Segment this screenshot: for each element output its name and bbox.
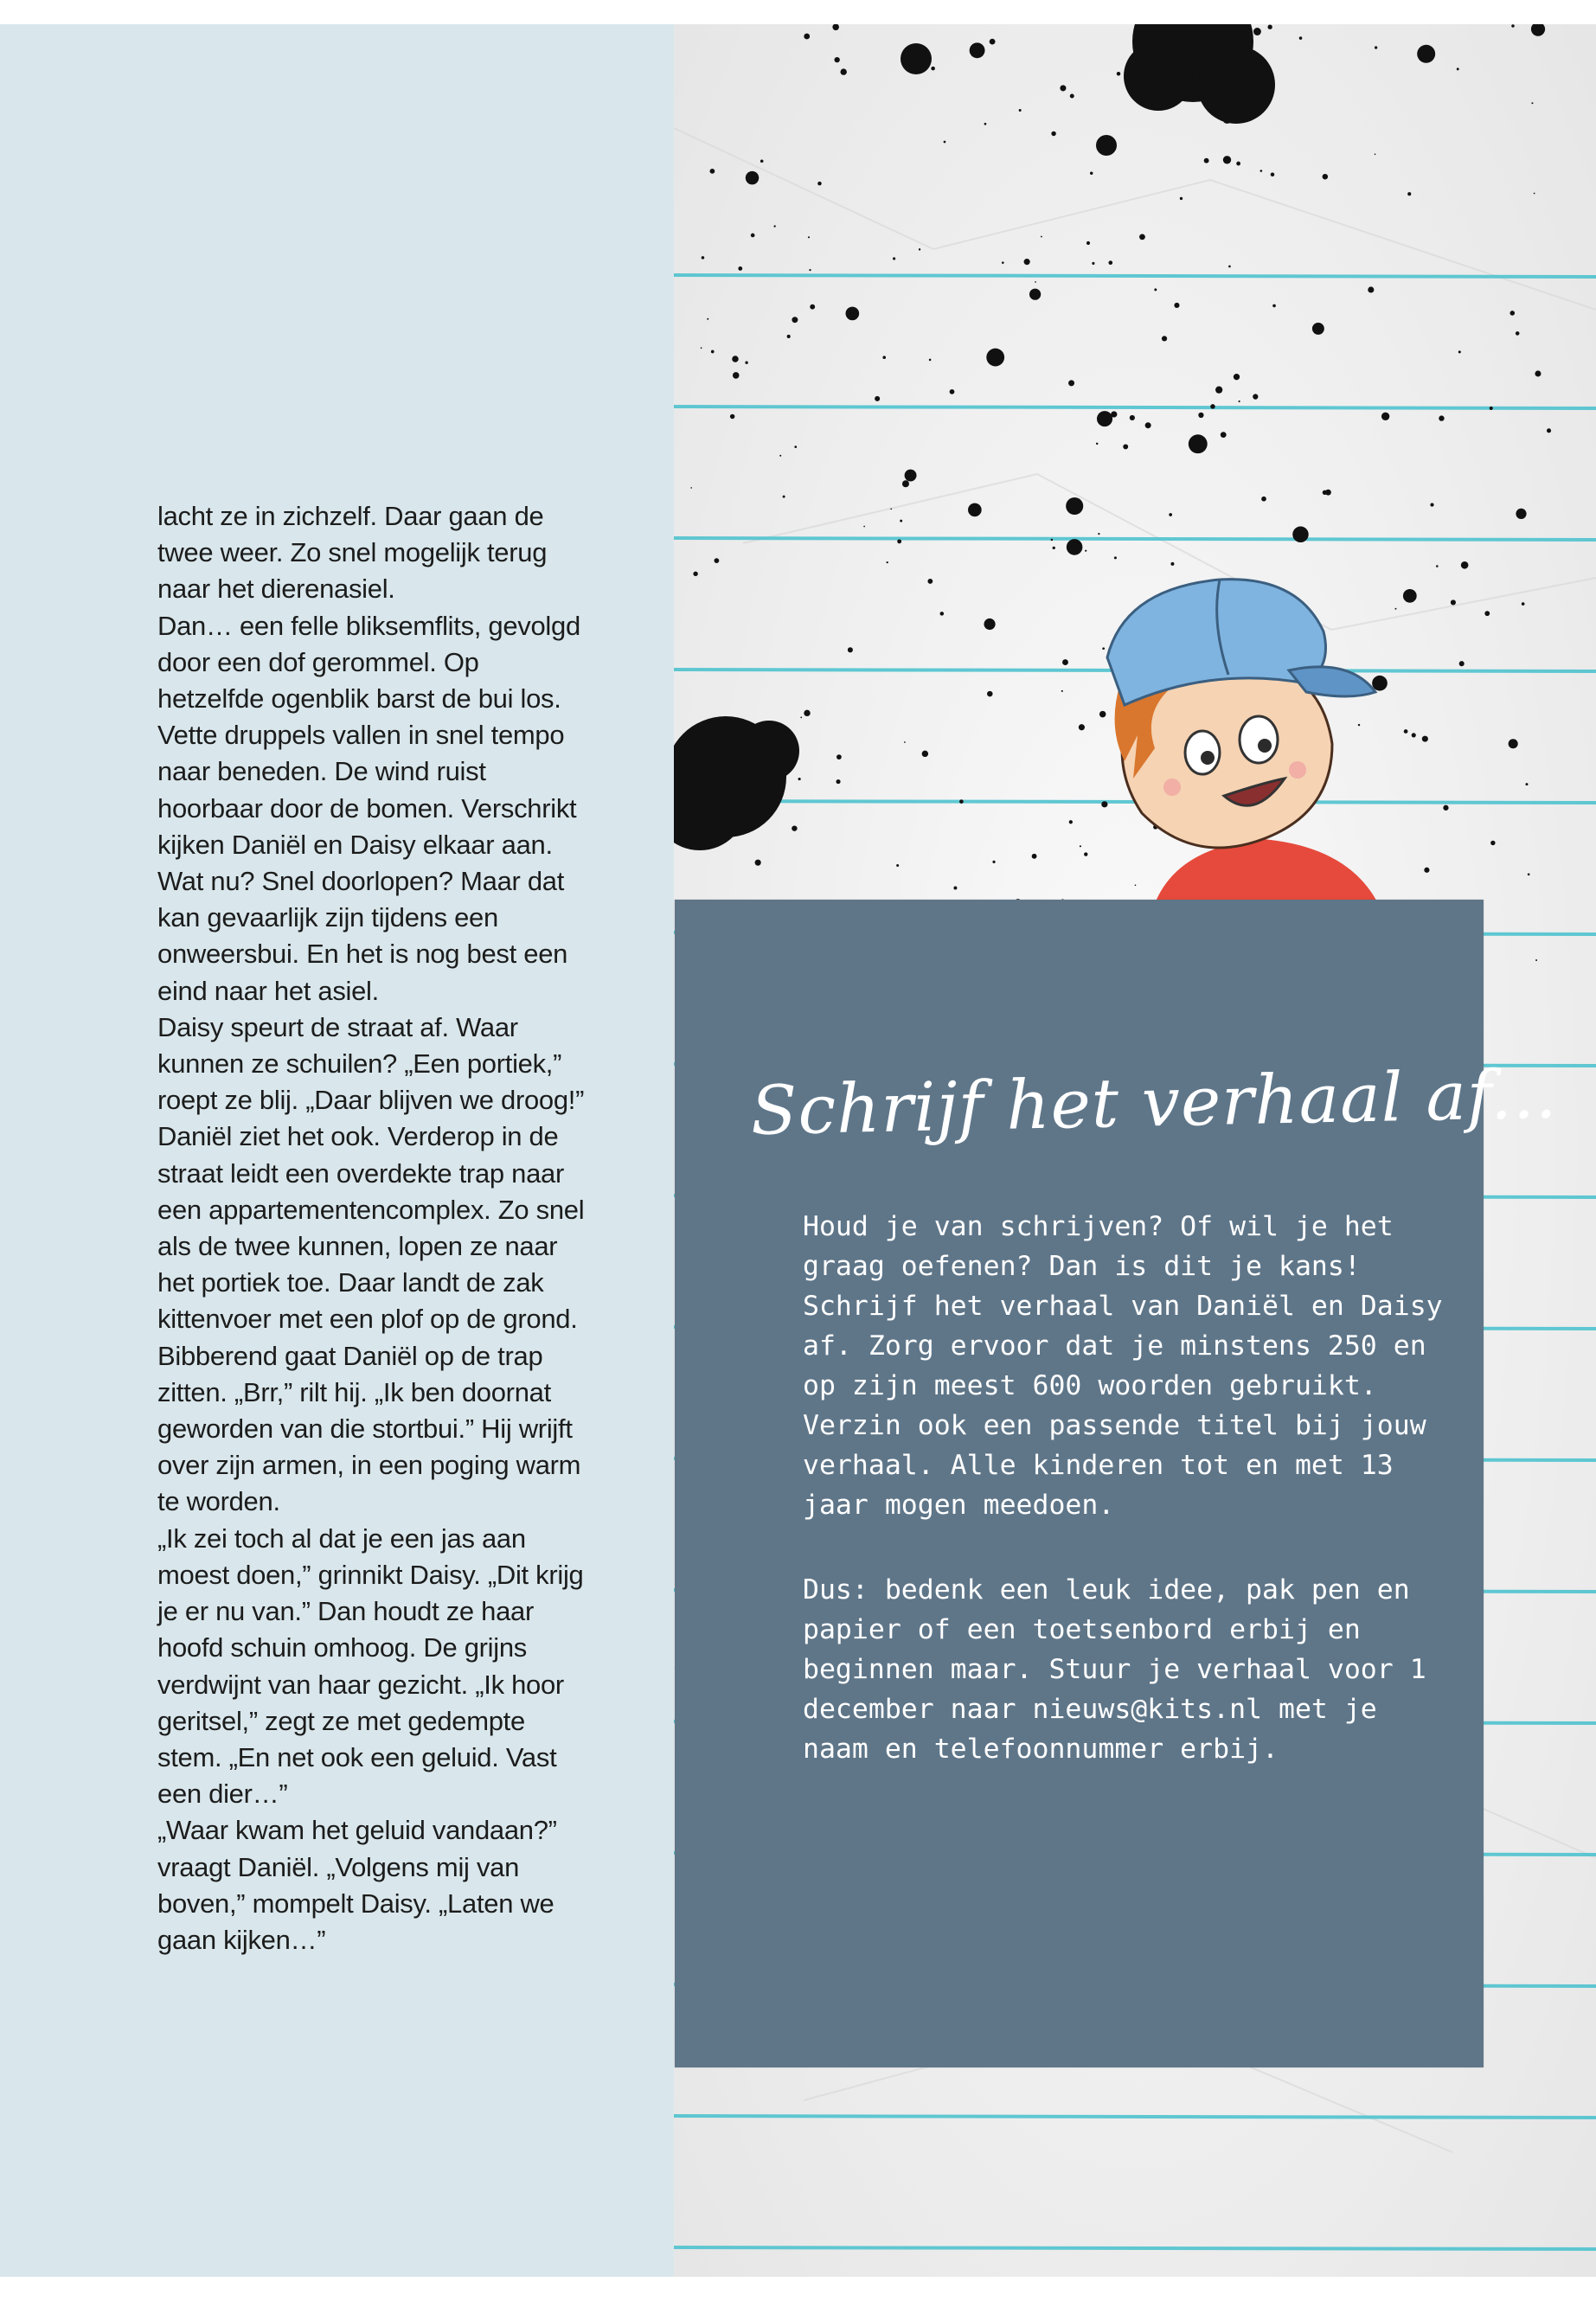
writing-contest-panel: [675, 900, 1559, 2067]
story-paragraph: Daniël ziet het ook. Verderop in de straat leidt een overdekte trap naar een appartementencomplex. Zo snel als de twee kunnen, lopen ze naar het portiek toe. Daar landt de zak kittenvoer met een plof op de grond.: [157, 1121, 585, 1335]
panel-body: [803, 1207, 1443, 1814]
story-text: [157, 498, 590, 1958]
panel-paragraph: Houd je van schrijven? Of wil je het graag oefenen? Dan is dit je kans! Schrijf het verhaal van Daniël en Daisy af. Zorg ervoor dat je minstens 250 en op zijn meest 600 woorden gebruikt. Verzin ook een passende titel bij jouw verhaal. Alle kinderen tot en met 13 jaar mogen meedoen.: [803, 1211, 1443, 1521]
story-paragraph: „Waar kwam het geluid vandaan?” vraagt Daniël. „Volgens mij van boven,” mompelt Daisy. „Laten we gaan kijken…”: [157, 1815, 557, 1955]
story-paragraph: lacht ze in zichzelf. Daar gaan de twee weer. Zo snel mogelijk terug naar het dierenasiel.: [157, 501, 548, 605]
panel-paragraph: Dus: bedenk een leuk idee, pak pen en papier of een toetsenbord erbij en beginnen maar. Stuur je verhaal voor 1 december naar nieuws@kits.nl met je naam en telefoonnummer erbij.: [803, 1574, 1426, 1765]
story-column: [0, 24, 674, 2277]
story-paragraph: Daisy speurt de straat af. Waar kunnen ze schuilen? „Een portiek,” roept ze blij. „Daar blijven we droog!”: [157, 1011, 585, 1116]
story-paragraph: Dan… een felle bliksemflits, gevolgd door een dof gerommel. Op hetzelfde ogenblik barst de bui los. Vette druppels vallen in snel tempo naar beneden. De wind ruist hoorbaar door de bomen. Verschrikt kijken Daniël en Daisy elkaar aan. Wat nu? Snel doorlopen? Maar dat kan gevaarlijk zijn tijdens een onweersbui. En het is nog best een eind naar het asiel.: [157, 610, 580, 1006]
panel-title: Schrijf het verhaal af...: [750, 1055, 1559, 1150]
story-paragraph: Bibberend gaat Daniël op de trap zitten. „Brr,” rilt hij. „Ik ben doornat geworden van die stortbui.” Hij wrijft over zijn armen, in een poging warm te worden.: [157, 1340, 581, 1517]
story-paragraph: „Ik zei toch al dat je een jas aan moest doen,” grinnikt Daisy. „Dit krijg je er nu van.” Dan houdt ze haar hoofd schuin omhoog. De grijns verdwijnt van haar gezicht. „Ik hoor geritsel,” zegt ze met gedempte stem. „En net ook een geluid. Vast een dier…”: [157, 1522, 584, 1810]
boy-with-blue-cap-icon: [1073, 554, 1479, 917]
